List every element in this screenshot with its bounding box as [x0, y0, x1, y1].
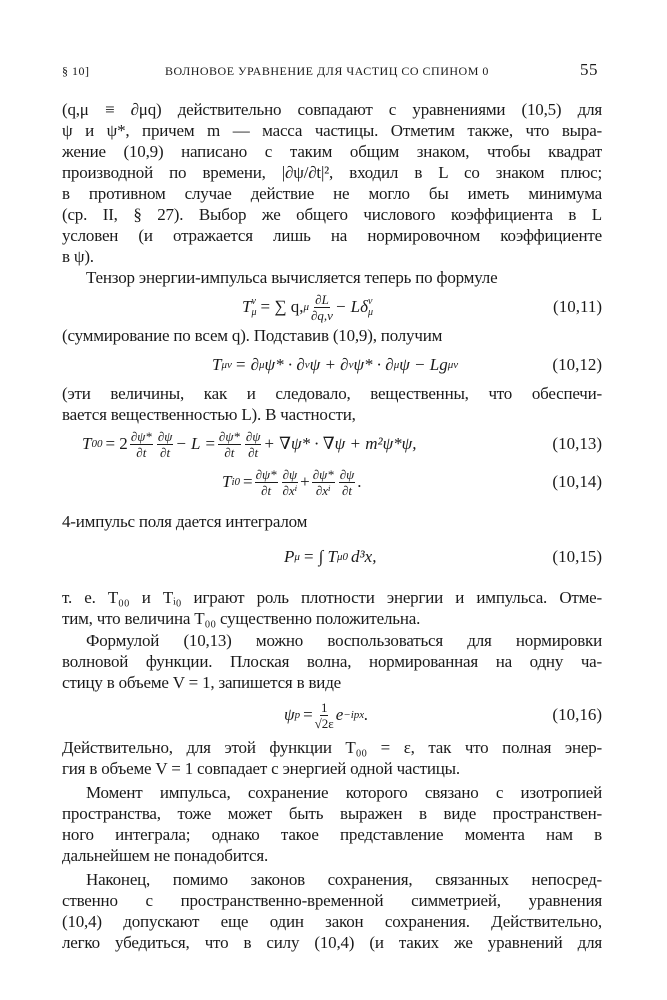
eq-term: i0	[231, 476, 241, 488]
text-line: Момент импульса, сохранение которого связано с изотропией	[86, 783, 602, 802]
text-line: ного интеграла; однако такое представление момента нам в	[62, 825, 602, 844]
eq-term: = ∑ q,	[260, 297, 304, 316]
eq-term: .	[364, 705, 369, 724]
text-line: жение (10,9) написано с таким общим знаком, чтобы квадрат	[62, 142, 602, 161]
text-line: Наконец, помимо законов сохранения, связанных непосред-	[86, 870, 602, 889]
eq-term: +	[300, 472, 310, 491]
equation-number: (10,13)	[552, 434, 602, 453]
eq-term: ∂ψ*	[218, 428, 240, 444]
text-line: (q,μ ≡ ∂μq) действительно совпадают с уравнениями (10,5) для	[62, 100, 602, 119]
eq-fraction	[218, 429, 241, 460]
eq-term: ψ − Lg	[399, 355, 448, 374]
eq-term: = 2	[105, 434, 128, 453]
eq-term: T	[82, 434, 92, 453]
eq-term: ∂L	[315, 291, 329, 307]
eq-term: ∂t	[248, 444, 259, 460]
running-title: ВОЛНОВОЕ УРАВНЕНИЕ ДЛЯ ЧАСТИЦ СО СПИНОМ 0	[165, 64, 489, 78]
text-line: Формулой (10,13) можно воспользоваться для нормировки	[86, 631, 602, 650]
text-line: т. е. T₀₀ и Tᵢ₀ играют роль плотности энергии и импульса. Отме-	[62, 588, 602, 607]
eq-term: ∂t	[224, 444, 235, 460]
eq-term: d³x,	[351, 547, 377, 566]
eq-term: ∂t	[160, 444, 171, 460]
text-line: производной по времени, |∂ψ/∂t|², входил в L со знаком плюс;	[62, 163, 602, 182]
text-line: Тензор энергии-импульса вычисляется теперь по формуле	[86, 268, 498, 287]
eq-term: ∂xⁱ	[315, 482, 331, 498]
eq-term: + ∇ψ* · ∇ψ + m²ψ*ψ,	[263, 434, 417, 453]
text-line: тим, что величина T₀₀ существенно положительна.	[62, 609, 421, 628]
eq-term: P	[284, 547, 295, 566]
eq-term: T	[212, 355, 222, 374]
equation-number: (10,12)	[552, 355, 602, 374]
eq-term: ∂xⁱ	[282, 482, 298, 498]
eq-term: ψ* · ∂	[353, 355, 394, 374]
eq-term: μ	[368, 307, 374, 318]
eq-term: ∂q,ν	[311, 307, 333, 323]
eq-term: = ∂	[234, 355, 259, 374]
eq-fraction	[315, 700, 334, 731]
eq-term: ν	[304, 359, 310, 371]
text-line: ψ и ψ*, причем m — масса частицы. Отметим также, что выра-	[62, 121, 602, 140]
eq-term: =	[303, 705, 313, 724]
text-line: условен (и отражается лишь на нормировочном коэффициенте	[62, 226, 602, 245]
eq-term: 00	[91, 438, 103, 450]
eq-term: ∂ψ	[245, 428, 261, 444]
eq-term: ∂ψ	[282, 466, 298, 482]
text-line: (эти величины, как и следовало, вещественны, что обеспечи-	[62, 384, 602, 403]
eq-fraction	[255, 467, 278, 498]
eq-term: ψ + ∂	[309, 355, 349, 374]
text-line: (10,4) допускают еще один закон сохранения. Действительно,	[62, 912, 602, 931]
text-line: дальнейшем не понадобится.	[62, 846, 269, 865]
eq-term: ν	[348, 359, 354, 371]
text-line: 4-импульс поля дается интегралом	[62, 512, 308, 531]
text-line: в ψ).	[62, 247, 94, 266]
eq-term: e	[335, 705, 344, 724]
eq-term: μ	[303, 301, 309, 313]
eq-term: ∂t	[136, 444, 147, 460]
eq-term: μ	[251, 307, 257, 318]
eq-term: ∂ψ*	[312, 466, 334, 482]
eq-term: ψ	[284, 705, 295, 724]
eq-term: μ	[393, 359, 400, 371]
eq-term: = ∫ T	[302, 547, 338, 566]
equation-10-16	[62, 698, 602, 732]
eq-term: ψ* · ∂	[264, 355, 305, 374]
text-line: ственно с пространственно-временной симметрией, уравнения	[62, 891, 602, 910]
text-line: вается вещественностью L). В частности,	[62, 405, 356, 424]
eq-term: ∂ψ	[157, 428, 173, 444]
eq-term: −ipx	[343, 709, 365, 721]
eq-term: p	[294, 709, 301, 721]
eq-term: =	[243, 472, 253, 491]
eq-term: T	[222, 472, 232, 491]
eq-term: − Lδ	[334, 297, 369, 316]
eq-term: T	[242, 297, 252, 316]
equation-number: (10,15)	[552, 547, 602, 566]
section-marker: § 10]	[62, 64, 90, 78]
text-line: Действительно, для этой функции T₀₀ = ε, так что полная энер-	[62, 738, 602, 757]
equation-10-14	[62, 465, 602, 499]
equation-10-11	[62, 290, 602, 324]
eq-fraction	[312, 467, 335, 498]
eq-fraction	[245, 429, 262, 460]
eq-term: ∂t	[261, 482, 272, 498]
page-number: 55	[580, 60, 598, 79]
eq-fraction	[130, 429, 153, 460]
text-line: в противном случае действие не могло бы иметь минимума	[62, 184, 602, 203]
eq-term: ν	[368, 296, 373, 307]
text-line: пространства, тоже может быть выражен в виде пространствен-	[62, 804, 602, 823]
equation-10-13	[62, 427, 602, 461]
text-line: легко убедиться, что в силу (10,4) (и таких же уравнений для	[62, 933, 602, 952]
eq-term: √2ε	[314, 715, 334, 731]
eq-fraction	[282, 467, 299, 498]
eq-term: ν	[251, 296, 256, 307]
eq-term: μν	[447, 359, 459, 371]
eq-fraction	[339, 467, 356, 498]
equation-10-12	[62, 348, 602, 382]
eq-fraction	[157, 429, 174, 460]
eq-term: ∂ψ	[339, 466, 355, 482]
equation-number: (10,16)	[552, 705, 602, 724]
eq-fraction	[311, 292, 333, 323]
eq-term: ∂ψ*	[255, 466, 277, 482]
eq-term: μ	[294, 551, 300, 563]
eq-term: ∂ψ*	[130, 428, 152, 444]
text-line: гия в объеме V = 1 совпадает с энергией одной частицы.	[62, 759, 460, 778]
eq-term: μ	[259, 359, 265, 371]
text-line: волновой функции. Плоская волна, нормированная на одну ча-	[62, 652, 602, 671]
eq-index-stack	[251, 296, 256, 318]
eq-index-stack	[368, 296, 373, 318]
equation-number: (10,11)	[553, 297, 602, 316]
eq-term: − L =	[175, 434, 216, 453]
text-line: стицу в объеме V = 1, запишется в виде	[62, 673, 341, 692]
eq-term: μ0	[337, 551, 349, 563]
eq-term: .	[357, 472, 362, 491]
text-line: (ср. II, § 27). Выбор же общего числового коэффициента в L	[62, 205, 602, 224]
equation-10-15	[62, 540, 602, 574]
eq-term: μν	[221, 359, 232, 371]
eq-term: 1	[320, 699, 328, 715]
equation-number: (10,14)	[552, 472, 602, 491]
eq-term: ∂t	[341, 482, 352, 498]
text-line: (суммирование по всем q). Подставив (10,9), получим	[62, 326, 443, 345]
